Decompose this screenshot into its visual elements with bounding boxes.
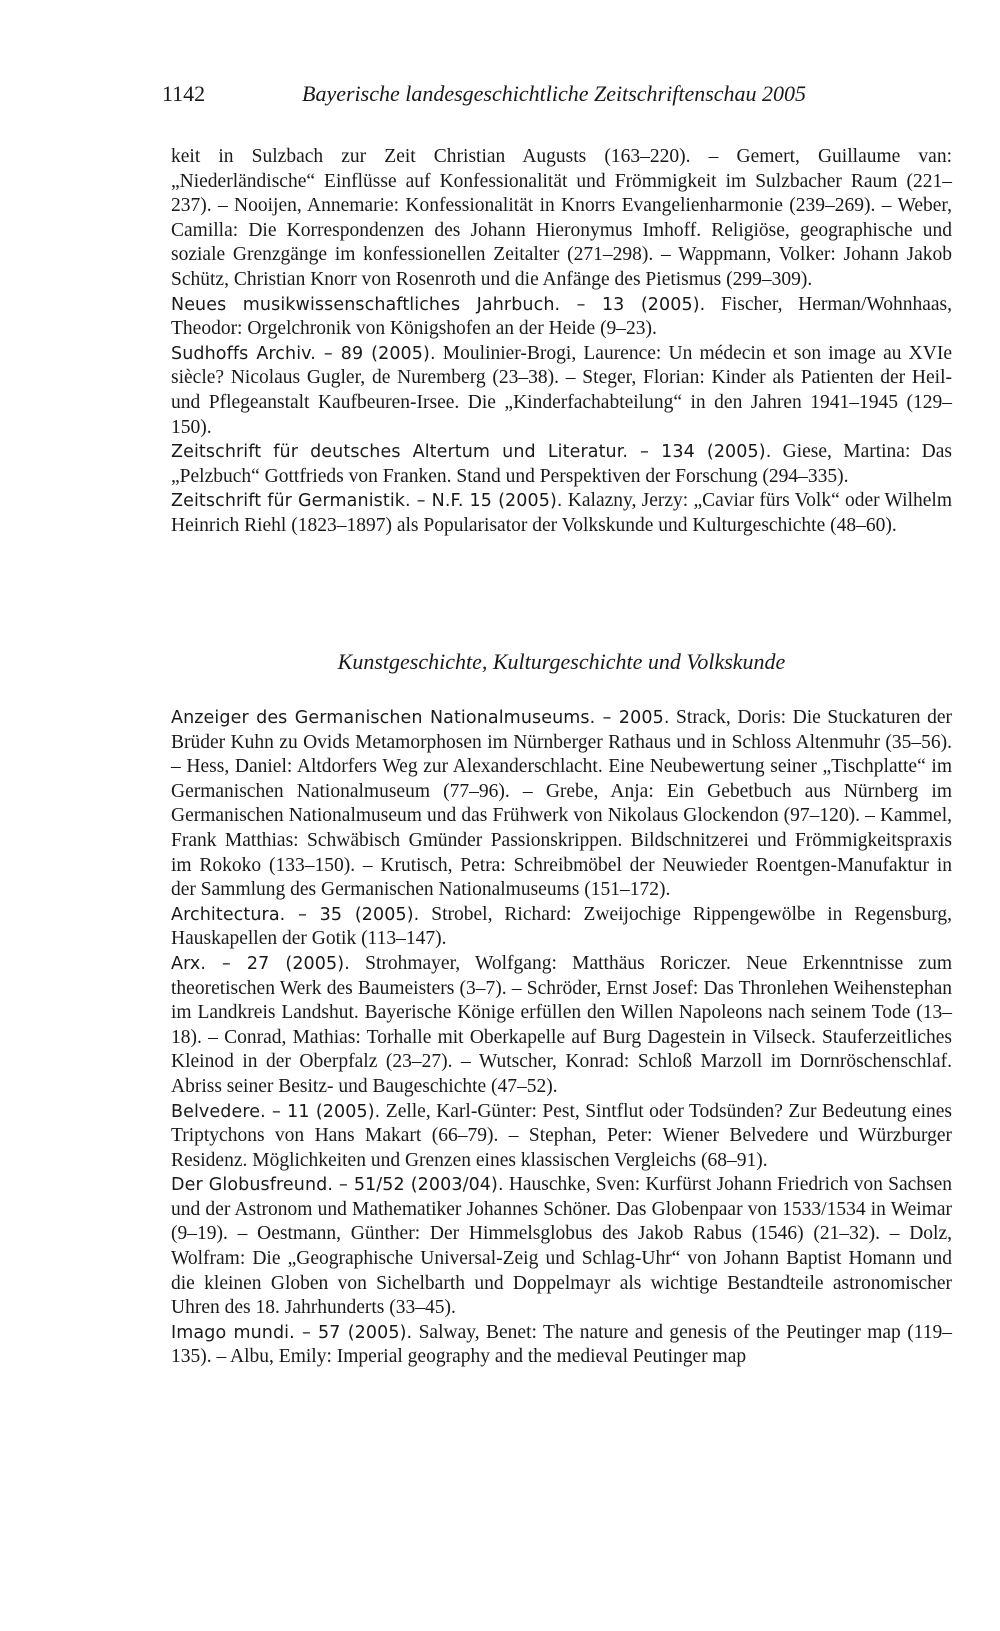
entry-title: Belvedere. – 11 (2005). — [171, 1101, 381, 1122]
entry-text: Salway, Benet: The nature and genesis of the Peutinger map (119–135). – Albu, Emily: Imperial geography and the medieval Peutinger map — [171, 1321, 952, 1368]
entry-title: Architectura. – 35 (2005). — [171, 904, 420, 925]
entry-title: Imago mundi. – 57 (2005). — [171, 1322, 413, 1343]
section-heading: Kunstgeschichte, Kulturgeschichte und Volkskunde — [337, 649, 786, 674]
entry-text: Hauschke, Sven: Kurfürst Johann Friedrich von Sachsen und der Astronom und Mathematiker Johannes Schöner. Das Globenpaar von 1533/1534 in Weimar (9–19). – Oestmann, Günther: Der Himmelsglobus des Jakob Rabus (1546) (21–32). – Dolz, Wolfram: Die „Geographische Universal-Zeig und Schlag-Uhr“ von Johann Baptist Homann und die kleinen Globen von Sichelbarth und Doppelmayr als wichtige Bestandteile astronomischer Uhren des 18. Jahrhunderts (33–45). — [171, 1174, 952, 1319]
bibliography-entry — [171, 1321, 952, 1370]
bibliography-entry — [171, 342, 952, 440]
bibliography-entry — [171, 293, 952, 342]
entry-text: Strack, Doris: Die Stuckaturen der Brüder Kuhn zu Ovids Metamorphosen im Nürnberger Rathaus und in Schloss Altenmuhr (35–56). – Hess, Daniel: Altdorfers Weg zur Alexanderschlacht. Eine Neubewertung seiner „Tischplatte“ im Germanischen Nationalmuseum (77–96). – Grebe, Anja: Ein Gebetbuch aus Nürnberg im Germanischen Nationalmuseum und das Frühwerk von Nikolaus Glockendon (97–120). – Kammel, Frank Matthias: Schwäbisch Gmünder Passionskrippen. Bildschnitzerei und Frömmigkeitspraxis im Rokoko (133–150). – Krutisch, Petra: Schreibmöbel der Neuwieder Roentgen-Manufaktur in der Sammlung des Germanischen Nationalmuseums (151–172). — [171, 707, 952, 901]
entry-text: Kalazny, Jerzy: „Caviar fürs Volk“ oder Wilhelm Heinrich Riehl (1823–1897) als Popularisator der Volkskunde und Kulturgeschichte (48–60). — [171, 490, 952, 536]
bibliography-entry — [171, 903, 952, 952]
entry-text: Strobel, Richard: Zweijochige Rippengewölbe in Regensburg, Hauskapellen der Gotik (113–147). — [171, 903, 952, 950]
entry-title: Neues musikwissenschaftliches Jahrbuch. – 13 (2005). — [171, 294, 706, 315]
page-number: 1142 — [162, 81, 206, 106]
bibliography-entry — [171, 952, 952, 1100]
entry-title: Der Globusfreund. – 51/52 (2003/04). — [171, 1175, 504, 1196]
bibliography-entry — [171, 440, 952, 489]
entry-title: Zeitschrift für deutsches Altertum und Literatur. – 134 (2005). — [171, 442, 772, 463]
entry-title: Zeitschrift für Germanistik. – N.F. 15 (2005). — [171, 491, 563, 512]
entry-title: Arx. – 27 (2005). — [171, 953, 350, 974]
bibliography-block-top — [171, 145, 952, 539]
entry-text: Fischer, Herman/Wohnhaas, Theodor: Orgelchronik von Königshofen an der Heide (9–23). — [171, 293, 952, 340]
entry-text: keit in Sulzbach zur Zeit Christian Augusts (163–220). – Gemert, Guillaume van: „Niederländische“ Einflüsse auf Konfessionalität und Frömmigkeit im Sulzbacher Raum (221–237). – Nooijen, Annemarie: Konfessionalität in Knorrs Evangelienharmonie (239–269). – Weber, Camilla: Die Korrespondenzen des Johann Hieronymus Imhoff. Religiöse, geographische und soziale Grenzgänge im konfessionellen Zeitalter (271–298). – Wappmann, Volker: Johann Jakob Schütz, Christian Knorr von Rosenroth und die Anfänge des Pietismus (299–309). — [171, 146, 952, 290]
journal-title: Bayerische landesgeschichtliche Zeitschriftenschau 2005 — [302, 81, 807, 106]
entry-text: Giese, Martina: Das „Pelzbuch“ Gottfrieds von Franken. Stand und Perspektiven der Forschung (294–335). — [171, 441, 952, 487]
entry-text: Moulinier-Brogi, Laurence: Un médecin et son image au XVIe siècle? Nicolaus Gugler, de Nuremberg (23–38). – Steger, Florian: Kinder als Patienten der Heil- und Pflegeanstalt Kaufbeuren-Irsee. Die „Kinderfachabteilung“ in den Jahren 1941–1945 (129–150). — [171, 342, 952, 438]
entry-text: Zelle, Karl-Günter: Pest, Sintflut oder Todsünden? Zur Bedeutung eines Triptychons von Hans Makart (66–79). – Stephan, Peter: Wiener Belvedere und Würzburger Residenz. Möglichkeiten und Grenzen eines klassischen Vergleichs (68–91). — [171, 1100, 952, 1171]
bibliography-entry — [171, 1100, 952, 1174]
bibliography-block-section — [171, 706, 952, 1370]
bibliography-entry — [171, 145, 952, 293]
bibliography-entry — [171, 489, 952, 538]
bibliography-entry — [171, 1173, 952, 1321]
entry-title: Anzeiger des Germanischen Nationalmuseums. – 2005. — [171, 708, 670, 728]
entry-text: Strohmayer, Wolfgang: Matthäus Roriczer. Neue Erkenntnisse zum theoretischen Werk des Baumeisters (3–7). – Schröder, Ernst Josef: Das Thronlehen Weihenstephan im Landkreis Landshut. Bayerische Könige erfüllen den Willen Napoleons nach seinem Tode (13–18). – Conrad, Mathias: Torhalle mit Oberkapelle auf Burg Dagestein in Vilseck. Stauferzeitliches Kleinod in der Oberpfalz (23–27). – Wutscher, Konrad: Schloß Marzoll im Dornröschenschlaf. Abriss seiner Besitz- und Baugeschichte (47–52). — [171, 952, 952, 1097]
entry-title: Sudhoffs Archiv. – 89 (2005). — [171, 343, 436, 364]
bibliography-entry — [171, 706, 952, 903]
